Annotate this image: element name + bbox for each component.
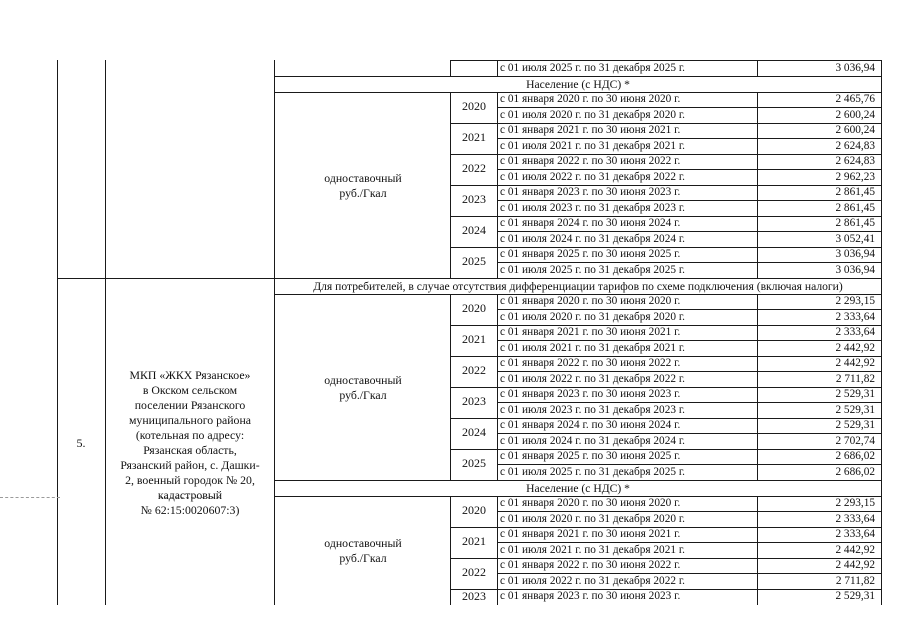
row-line-half: [497, 511, 882, 512]
tariff-type-label: одноставочный: [324, 536, 402, 550]
value-cell: 2 624,83: [835, 140, 875, 152]
org-name-line: кадастровый: [157, 488, 223, 502]
period-cell: с 01 июля 2025 г. по 31 декабря 2025 г.: [500, 264, 685, 276]
period-cell: с 01 июля 2022 г. по 31 декабря 2022 г.: [500, 171, 685, 183]
year-cell: 2020: [462, 503, 486, 517]
year-cell: 2023: [462, 192, 486, 206]
period-cell: с 01 января 2022 г. по 30 июня 2022 г.: [500, 357, 681, 369]
col-border-left: [57, 60, 58, 605]
row-line-half: [497, 433, 882, 434]
period-cell: с 01 июля 2025 г. по 31 декабря 2025 г.: [500, 62, 685, 74]
year-cell: 2022: [462, 565, 486, 579]
tariff-unit-label: руб./Гкал: [339, 388, 387, 402]
row-line-half: [497, 402, 882, 403]
value-cell: 2 333,64: [835, 528, 875, 540]
value-cell: 2 442,92: [835, 357, 875, 369]
value-cell: 2 293,15: [835, 295, 875, 307]
period-cell: с 01 января 2023 г. по 30 июня 2023 г.: [500, 388, 681, 400]
year-cell: 2021: [462, 534, 486, 548]
period-cell: с 01 июля 2022 г. по 31 декабря 2022 г.: [500, 373, 685, 385]
period-cell: с 01 июля 2021 г. по 31 декабря 2021 г.: [500, 342, 685, 354]
tariff-type-label: одноставочный: [324, 373, 402, 387]
value-cell: 3 052,41: [835, 233, 875, 245]
org-name-line: № 62:15:0020607:3): [140, 503, 240, 517]
col-border-period: [757, 60, 758, 76]
value-cell: 2 333,64: [835, 326, 875, 338]
value-cell: 2 600,24: [835, 109, 875, 121]
row-line-half: [497, 309, 882, 310]
row-line-half: [497, 169, 882, 170]
value-cell: 2 686,02: [835, 450, 875, 462]
row-line-half: [497, 107, 882, 108]
value-cell: 2 711,82: [835, 373, 875, 385]
period-cell: с 01 января 2025 г. по 30 июня 2025 г.: [500, 450, 681, 462]
value-cell: 2 861,45: [835, 202, 875, 214]
org-name-line: (котельная по адресу:: [135, 428, 245, 442]
value-cell: 3 036,94: [835, 62, 875, 74]
value-cell: 2 711,82: [835, 575, 875, 587]
row-line-half: [497, 573, 882, 574]
value-cell: 2 529,31: [835, 388, 875, 400]
org-name-line: МКП «ЖКХ Рязанское»: [129, 368, 251, 382]
value-cell: 3 036,94: [835, 248, 875, 260]
period-cell: с 01 января 2020 г. по 30 июня 2020 г.: [500, 497, 681, 509]
org-name-line: 2, военный городок № 20,: [125, 473, 255, 487]
row-line-half: [497, 542, 882, 543]
org-number: 5.: [76, 436, 86, 450]
value-cell: 2 465,76: [835, 93, 875, 105]
row-line-half: [497, 262, 882, 263]
org-name: [107, 368, 273, 518]
section-header: Население (с НДС) *: [526, 482, 630, 495]
period-cell: с 01 января 2024 г. по 30 июня 2024 г.: [500, 419, 681, 431]
value-cell: 2 529,31: [835, 419, 875, 431]
period-cell: с 01 июля 2020 г. по 31 декабря 2020 г.: [500, 109, 685, 121]
period-cell: с 01 июля 2023 г. по 31 декабря 2023 г.: [500, 202, 685, 214]
period-cell: с 01 июля 2023 г. по 31 декабря 2023 г.: [500, 404, 685, 416]
value-cell: 2 600,24: [835, 124, 875, 136]
row-line-org: [57, 278, 882, 279]
year-cell: 2021: [462, 130, 486, 144]
row-line-half: [497, 464, 882, 465]
row-line-half: [497, 231, 882, 232]
value-cell: 2 529,31: [835, 404, 875, 416]
org-name-line: в Окском сельском: [142, 383, 238, 397]
value-cell: 2 624,83: [835, 155, 875, 167]
col-border-name: [274, 60, 275, 605]
tariff-unit-cell: [276, 373, 450, 403]
col-border-number: [105, 60, 106, 605]
value-cell: 3 036,94: [835, 264, 875, 276]
tariff-unit-label: руб./Гкал: [339, 551, 387, 565]
value-cell: 2 861,45: [835, 186, 875, 198]
period-cell: с 01 июля 2020 г. по 31 декабря 2020 г.: [500, 513, 685, 525]
tariff-unit-cell: [276, 536, 450, 566]
row-line-top: [450, 60, 882, 61]
section-header: Население (с НДС) *: [526, 78, 630, 91]
value-cell: 2 442,92: [835, 544, 875, 556]
org-name-line: поселении Рязанского: [134, 398, 246, 412]
org-name-line: Рязанская область,: [143, 443, 237, 457]
year-cell: 2023: [462, 589, 486, 603]
year-cell: 2024: [462, 223, 486, 237]
value-cell: 2 293,15: [835, 497, 875, 509]
year-cell: 2020: [462, 301, 486, 315]
year-cell: 2025: [462, 254, 486, 268]
row-line-half: [497, 138, 882, 139]
period-cell: с 01 июля 2022 г. по 31 декабря 2022 г.: [500, 575, 685, 587]
value-cell: 2 686,02: [835, 466, 875, 478]
year-cell: 2024: [462, 425, 486, 439]
row-line-half: [497, 340, 882, 341]
value-cell: 2 529,31: [835, 590, 875, 602]
value-cell: 2 702,74: [835, 435, 875, 447]
period-cell: с 01 января 2020 г. по 30 июня 2020 г.: [500, 295, 681, 307]
period-cell: с 01 января 2023 г. по 30 июня 2023 г.: [500, 186, 681, 198]
period-cell: с 01 января 2024 г. по 30 июня 2024 г.: [500, 217, 681, 229]
value-cell: 2 333,64: [835, 311, 875, 323]
year-cell: 2022: [462, 363, 486, 377]
row-line-half: [497, 371, 882, 372]
period-cell: с 01 июля 2021 г. по 31 декабря 2021 г.: [500, 140, 685, 152]
section-header: Для потребителей, в случае отсутствия дифференциации тарифов по схеме подключения (включая налоги): [313, 280, 843, 293]
row-line: [274, 480, 882, 481]
row-line: [274, 76, 882, 77]
period-cell: с 01 июля 2024 г. по 31 декабря 2024 г.: [500, 233, 685, 245]
period-cell: с 01 января 2022 г. по 30 июня 2022 г.: [500, 559, 681, 571]
year-cell: 2023: [462, 394, 486, 408]
period-cell: с 01 января 2023 г. по 30 июня 2023 г.: [500, 590, 681, 602]
period-cell: с 01 июля 2021 г. по 31 декабря 2021 г.: [500, 544, 685, 556]
period-cell: с 01 января 2025 г. по 30 июня 2025 г.: [500, 248, 681, 260]
period-cell: с 01 июля 2025 г. по 31 декабря 2025 г.: [500, 466, 685, 478]
year-cell: 2022: [462, 161, 486, 175]
period-cell: с 01 января 2021 г. по 30 июня 2021 г.: [500, 528, 681, 540]
col-border-unit: [450, 60, 451, 76]
tariff-type-label: одноставочный: [324, 171, 402, 185]
period-cell: с 01 июля 2024 г. по 31 декабря 2024 г.: [500, 435, 685, 447]
value-cell: 2 861,45: [835, 217, 875, 229]
org-name-line: Рязанский район, с. Дашки-: [120, 458, 260, 472]
value-cell: 2 442,92: [835, 342, 875, 354]
tariff-unit-label: руб./Гкал: [339, 186, 387, 200]
value-cell: 2 333,64: [835, 513, 875, 525]
col-border-year: [497, 60, 498, 76]
period-cell: с 01 июля 2020 г. по 31 декабря 2020 г.: [500, 311, 685, 323]
period-cell: с 01 января 2020 г. по 30 июня 2020 г.: [500, 93, 681, 105]
col-border-right: [881, 60, 882, 605]
value-cell: 2 962,23: [835, 171, 875, 183]
row-line-half: [497, 200, 882, 201]
year-cell: 2025: [462, 456, 486, 470]
year-cell: 2020: [462, 99, 486, 113]
org-name-line: муниципального района: [128, 413, 252, 427]
value-cell: 2 442,92: [835, 559, 875, 571]
tariff-unit-cell: [276, 171, 450, 201]
period-cell: с 01 января 2021 г. по 30 июня 2021 г.: [500, 326, 681, 338]
period-cell: с 01 января 2022 г. по 30 июня 2022 г.: [500, 155, 681, 167]
period-cell: с 01 января 2021 г. по 30 июня 2021 г.: [500, 124, 681, 136]
year-cell: 2021: [462, 332, 486, 346]
scan-artifact: [0, 497, 60, 498]
